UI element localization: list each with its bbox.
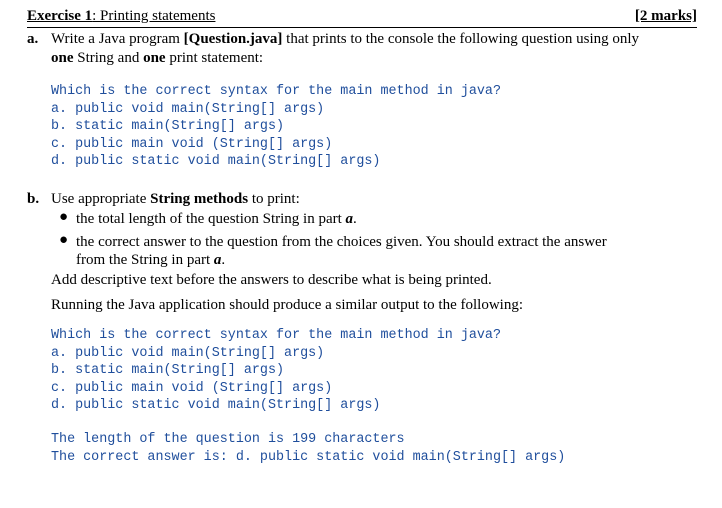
part-a-line2-mid: String and [73, 50, 144, 66]
code-line: Which is the correct syntax for the main method in java? [51, 84, 501, 99]
part-a-line2 [51, 49, 263, 68]
part-b-bullet2-line2 [76, 251, 225, 270]
part-b-label: b. [27, 191, 40, 207]
code-line: c. public main void (String[] args) [51, 136, 333, 152]
output-line: Which is the correct syntax for the main method in java? [51, 328, 501, 343]
code-line: b. static main(String[] args) [51, 119, 285, 134]
exercise-marks: [2 marks] [634, 8, 697, 24]
output-line: b. static main(String[] args) [51, 363, 285, 378]
output-line: d. public static void main(String[] args) [51, 398, 381, 413]
output-line: c. public main void (String[] args) [51, 380, 333, 396]
bullet2-pre: from the String in part [76, 252, 214, 268]
code-line: a. public void main(String[] args) [51, 101, 325, 117]
part-b-line1-pre: Use appropriate [51, 191, 151, 207]
exercise-heading-rest: : Printing statements [92, 8, 216, 24]
exercise-header [27, 7, 697, 28]
part-b-bullet2-line1: the correct answer to the question from the choices given. You should extract the answer [76, 234, 607, 250]
part-b-descriptive: Add descriptive text before the answers to describe what is being printed. [51, 272, 492, 288]
bullet2-italic: a [213, 252, 222, 268]
part-b-bullet1 [76, 210, 357, 229]
part-a-code-block [51, 83, 501, 171]
bullet1-pre: the total length of the question String in part [76, 211, 346, 227]
part-b-line1 [51, 190, 300, 209]
bullet-icon: ● [59, 209, 69, 225]
part-a-one-print: one [143, 50, 166, 66]
code-line: d. public static void main(String[] args) [51, 154, 381, 169]
part-a-one-string: one [51, 50, 74, 66]
part-a-filename: [Question.java] [183, 31, 283, 47]
output-line: a. public void main(String[] args) [51, 345, 325, 361]
bullet-icon: ● [59, 232, 69, 248]
part-a-line2-post: print statement: [165, 50, 264, 66]
part-b-running: Running the Java application should produce a similar output to the following: [51, 297, 524, 313]
part-b-string-methods: String methods [150, 191, 249, 207]
result-line: The correct answer is: d. public static void main(String[] args) [51, 449, 566, 465]
exercise-heading-bold: Exercise 1 [27, 8, 93, 24]
part-a-line1-post: that prints to the console the following question using only [282, 31, 640, 47]
exercise-title [27, 8, 215, 25]
part-b-line1-post: to print: [248, 191, 300, 207]
part-a-line1 [51, 30, 639, 49]
bullet2-post: . [221, 252, 226, 268]
part-b-output-block [51, 327, 501, 415]
bullet1-italic: a [345, 211, 354, 227]
bullet1-post: . [353, 211, 357, 227]
part-b-result-block [51, 431, 565, 466]
result-line: The length of the question is 199 characters [51, 432, 405, 447]
part-a-line1-pre: Write a Java program [51, 31, 184, 47]
part-a-label: a. [27, 31, 39, 47]
